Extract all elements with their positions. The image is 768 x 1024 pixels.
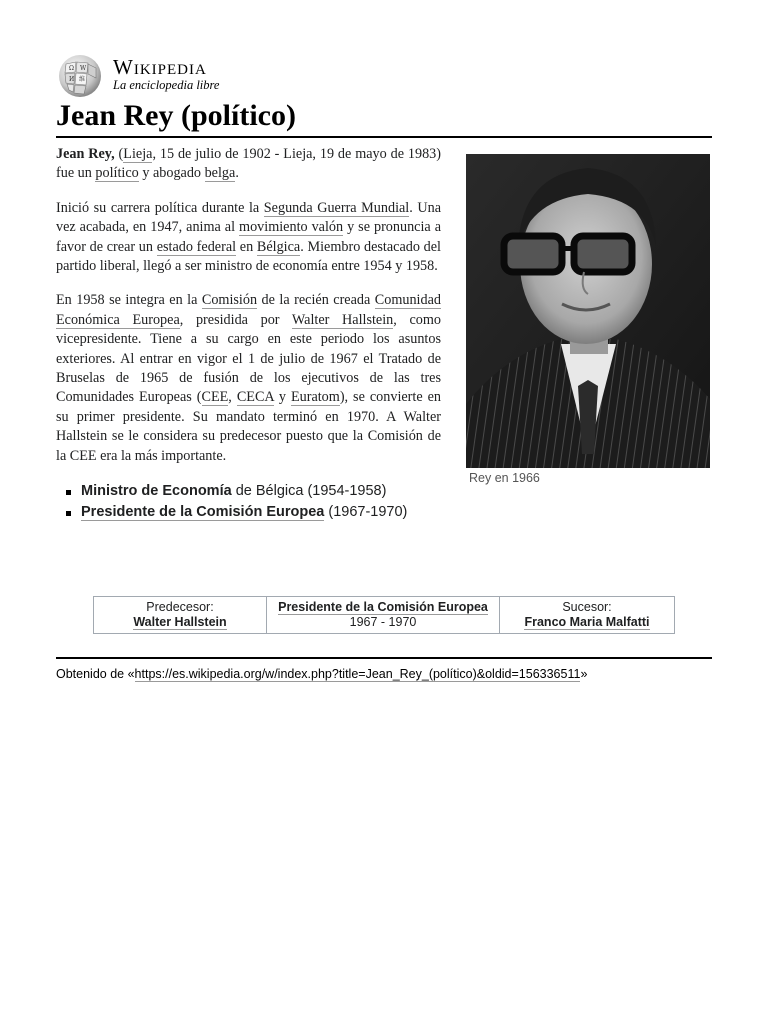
successor-cell <box>500 597 675 634</box>
footer-prefix: Obtenido de « <box>56 667 135 681</box>
link-ceca[interactable]: CECA <box>236 389 274 406</box>
commission-paragraph <box>56 291 441 466</box>
text: . Miembro destacado del partido liberal, llegó a ser ministro de economía entre 1954 y 1958. <box>56 238 441 275</box>
text: y se pronuncia a favor de crear un <box>56 219 441 255</box>
link-belga[interactable]: belga <box>204 165 236 182</box>
text: , <box>228 389 237 406</box>
offices-list <box>56 481 712 523</box>
footer-divider <box>56 657 712 659</box>
link-euratom[interactable]: Euratom <box>290 389 340 406</box>
text: y <box>273 389 291 406</box>
text: , 15 de julio de 1902 - Lieja, 19 de mayo de 1983) fue un <box>56 146 441 182</box>
svg-text:И: И <box>69 76 75 83</box>
article-content <box>56 145 712 523</box>
svg-text:Ω: Ω <box>69 65 74 72</box>
list-item <box>66 502 712 523</box>
link-walter-hallstein[interactable]: Walter Hallstein <box>291 311 394 328</box>
wikipedia-globe-logo-icon[interactable] <box>56 54 104 98</box>
office-detail: (1967-1970) <box>324 504 408 521</box>
footer <box>56 667 712 681</box>
site-header <box>56 54 712 98</box>
link-comision[interactable]: Comisión <box>201 292 258 309</box>
text: . Una vez acabada, en 1947, anima al <box>56 199 441 236</box>
text: ), se convierte en su primer presidente. Su mandato terminó en 1970. A Walter Hallstein se le considera su predecesor puesto que la Comisión de la CEE era la más importante. <box>56 389 442 464</box>
link-estado-federal[interactable]: estado federal <box>156 238 237 255</box>
list-item <box>66 481 712 502</box>
predecessor-label: Predecesor: <box>146 600 214 614</box>
office-cell <box>267 597 500 634</box>
predecessor-cell <box>94 597 267 634</box>
footer-suffix: » <box>580 667 588 681</box>
intro-paragraph <box>56 145 441 184</box>
text: ( <box>114 146 124 162</box>
text: de la recién creada <box>257 292 375 309</box>
svg-text:维: 维 <box>79 76 86 83</box>
svg-text:W: W <box>80 65 87 72</box>
text: . <box>235 165 239 182</box>
wordmark-tagline: La enciclopedia libre <box>113 78 220 92</box>
wordmark-title: Wikipedia <box>113 55 207 79</box>
succession-box <box>93 596 675 634</box>
text: , como vicepresidente. Tiene a su cargo en este periodo los asuntos exteriores. Al entrar en vigor el 1 de julio de 1967 el Tratado de Bruselas de 1965 de fusión de los ejecutivos de las tres Comunidades Europeas ( <box>56 311 441 406</box>
link-comunidad-economica-europea[interactable]: Comunidad Económica Europea <box>56 292 441 328</box>
subject-name: Jean Rey, <box>56 146 115 162</box>
link-belgica[interactable]: Bélgica <box>256 238 301 255</box>
portrait-photo[interactable] <box>466 154 710 468</box>
successor-label: Sucesor: <box>562 600 612 614</box>
link-presidente-comision-europea[interactable]: Presidente de la Comisión Europea <box>81 504 325 521</box>
page <box>56 54 712 681</box>
text: y abogado <box>138 165 205 182</box>
link-cee[interactable]: CEE <box>201 389 229 406</box>
wordmark[interactable] <box>113 56 219 93</box>
link-movimiento-valon[interactable]: movimiento valón <box>239 219 344 236</box>
link-predecessor[interactable]: Walter Hallstein <box>133 615 227 629</box>
source-url-link[interactable]: https://es.wikipedia.org/w/index.php?title=Jean_Rey_(político)&oldid=156336511 <box>134 667 581 681</box>
table-row <box>94 597 675 634</box>
text: , presidida por <box>179 311 292 328</box>
text: Inició su carrera política durante la <box>56 199 264 216</box>
link-lieja[interactable]: Lieja <box>123 146 153 162</box>
link-successor[interactable]: Franco Maria Malfatti <box>524 615 650 629</box>
portrait-figure <box>466 154 710 485</box>
text: En 1958 se integra en la <box>56 292 202 309</box>
office-detail: de Bélgica (1954-1958) <box>231 483 387 500</box>
office-period: 1967 - 1970 <box>349 615 417 629</box>
page-title: Jean Rey (político) <box>56 98 712 138</box>
link-politico[interactable]: político <box>95 165 139 182</box>
photo-caption: Rey en 1966 <box>469 471 540 485</box>
text: en <box>236 238 257 255</box>
link-segunda-guerra-mundial[interactable]: Segunda Guerra Mundial <box>263 199 410 216</box>
article-text <box>56 145 441 466</box>
career-paragraph <box>56 199 441 277</box>
link-office[interactable]: Presidente de la Comisión Europea <box>278 600 488 614</box>
office-title: Ministro de Economía <box>81 483 232 500</box>
